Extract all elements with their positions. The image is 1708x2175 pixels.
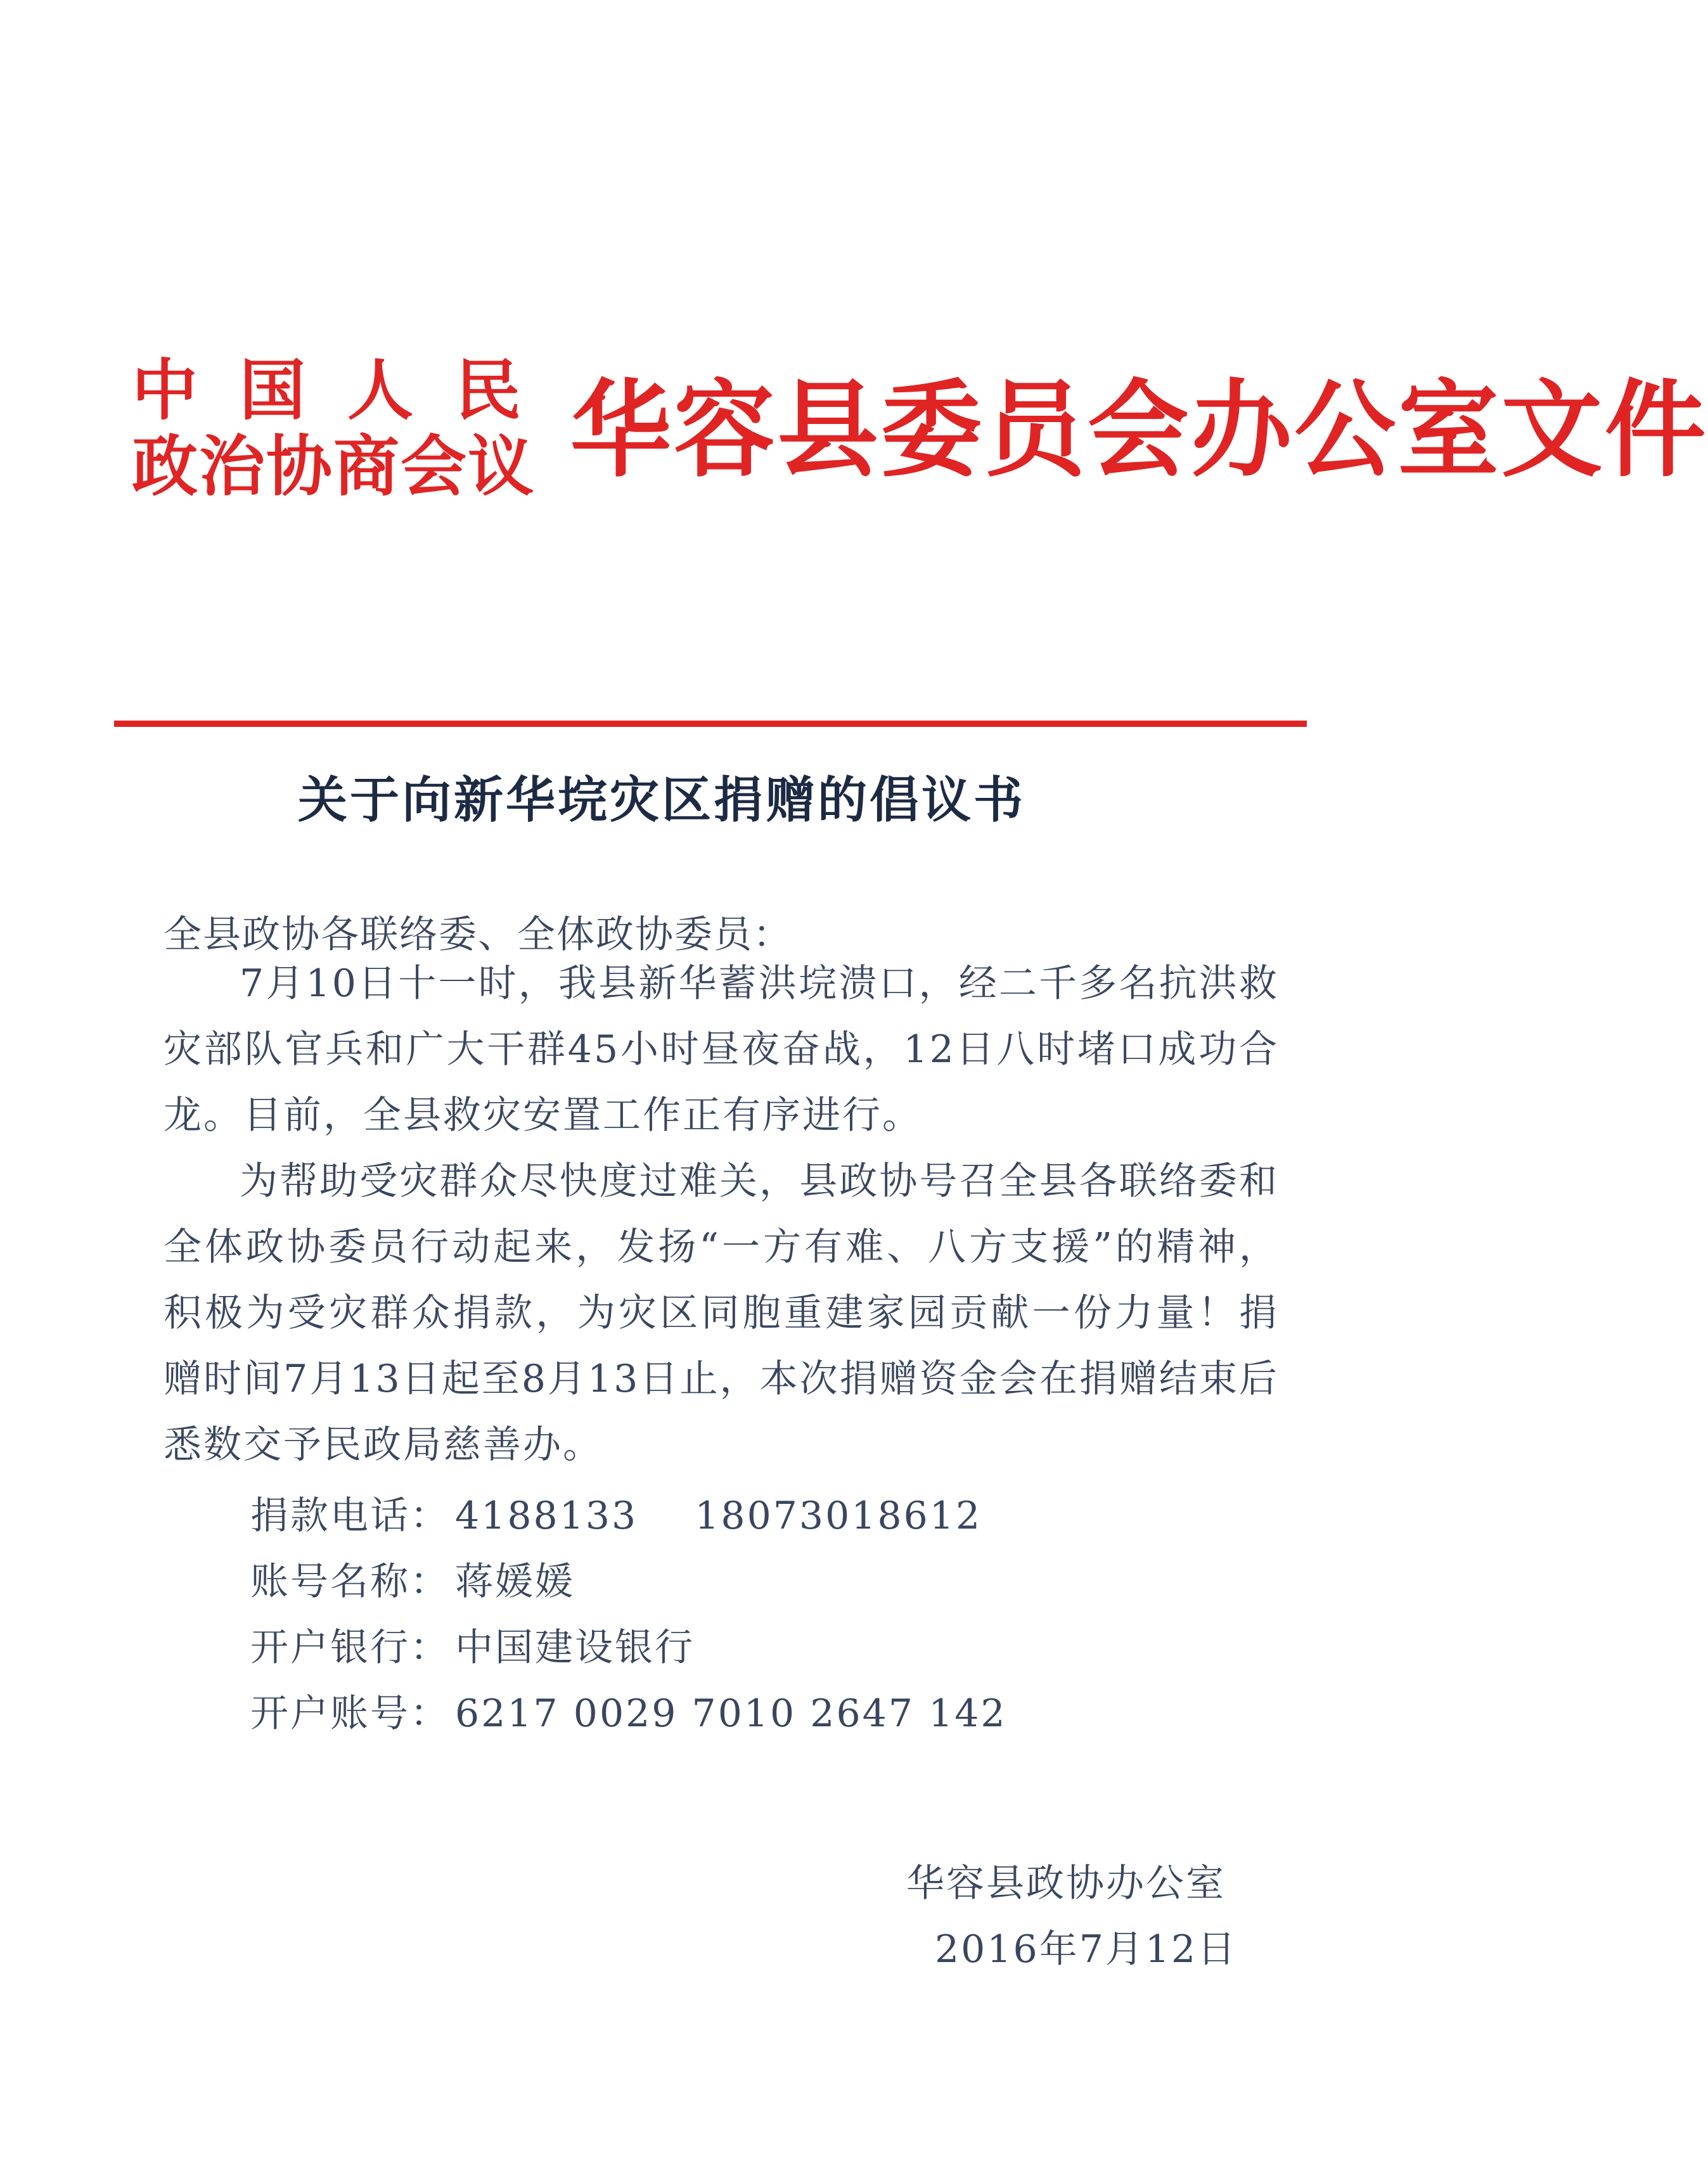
paragraph-1: 7月10日十一时，我县新华蓄洪垸溃口，经二千多名抗洪救灾部队官兵和广大干群45小时昼夜奋战，12日八时堵口成功合龙。目前，全县救灾安置工作正有序进行。 <box>164 961 1279 1138</box>
salutation: 全县政协各联络委、全体政协委员： <box>164 913 792 957</box>
account-name-value: 蒋媛媛 <box>455 1560 575 1604</box>
header-doc-type: 华容县委员会办公室文件 <box>570 369 1708 492</box>
account-number-value: 6217 0029 7010 2647 142 <box>455 1691 1007 1736</box>
account-name-label: 账号名称： <box>250 1560 450 1604</box>
document-title: 关于向新华垸灾区捐赠的倡议书 <box>298 772 1026 829</box>
phone-number-2: 18073018612 <box>695 1494 982 1538</box>
account-number-row <box>250 1681 1007 1747</box>
paragraph-2: 为帮助受灾群众尽快度过难关，县政协号召全县各联络委和全体政协委员行动起来，发扬“一方有难、八方支援”的精神，积极为受灾群众捐款，为灾区同胞重建家园贡献一份力量！捐赠时间7月13日起至8月13日止，本次捐赠资金会在捐赠结束后悉数交予民政局慈善办。 <box>164 1159 1279 1467</box>
red-divider <box>114 721 1307 727</box>
account-name-row <box>250 1549 1007 1615</box>
header-org-line1: 中国人民 <box>132 351 563 429</box>
phone-number-1: 4188133 <box>455 1494 638 1538</box>
bank-row <box>250 1615 1007 1681</box>
signature-date: 2016年7月12日 <box>935 1927 1238 1972</box>
document-body <box>164 951 1279 1478</box>
signature-office: 华容县政协办公室 <box>906 1861 1226 1906</box>
header-org-name <box>132 351 563 505</box>
phone-label: 捐款电话： <box>250 1494 450 1538</box>
signature-block <box>906 1851 1237 1982</box>
header-org-line2: 政治协商会议 <box>132 427 536 505</box>
phone-row <box>250 1483 1007 1549</box>
donation-info <box>250 1483 1007 1747</box>
bank-value: 中国建设银行 <box>455 1626 695 1670</box>
account-number-label: 开户账号： <box>250 1691 450 1736</box>
bank-label: 开户银行： <box>250 1626 450 1670</box>
